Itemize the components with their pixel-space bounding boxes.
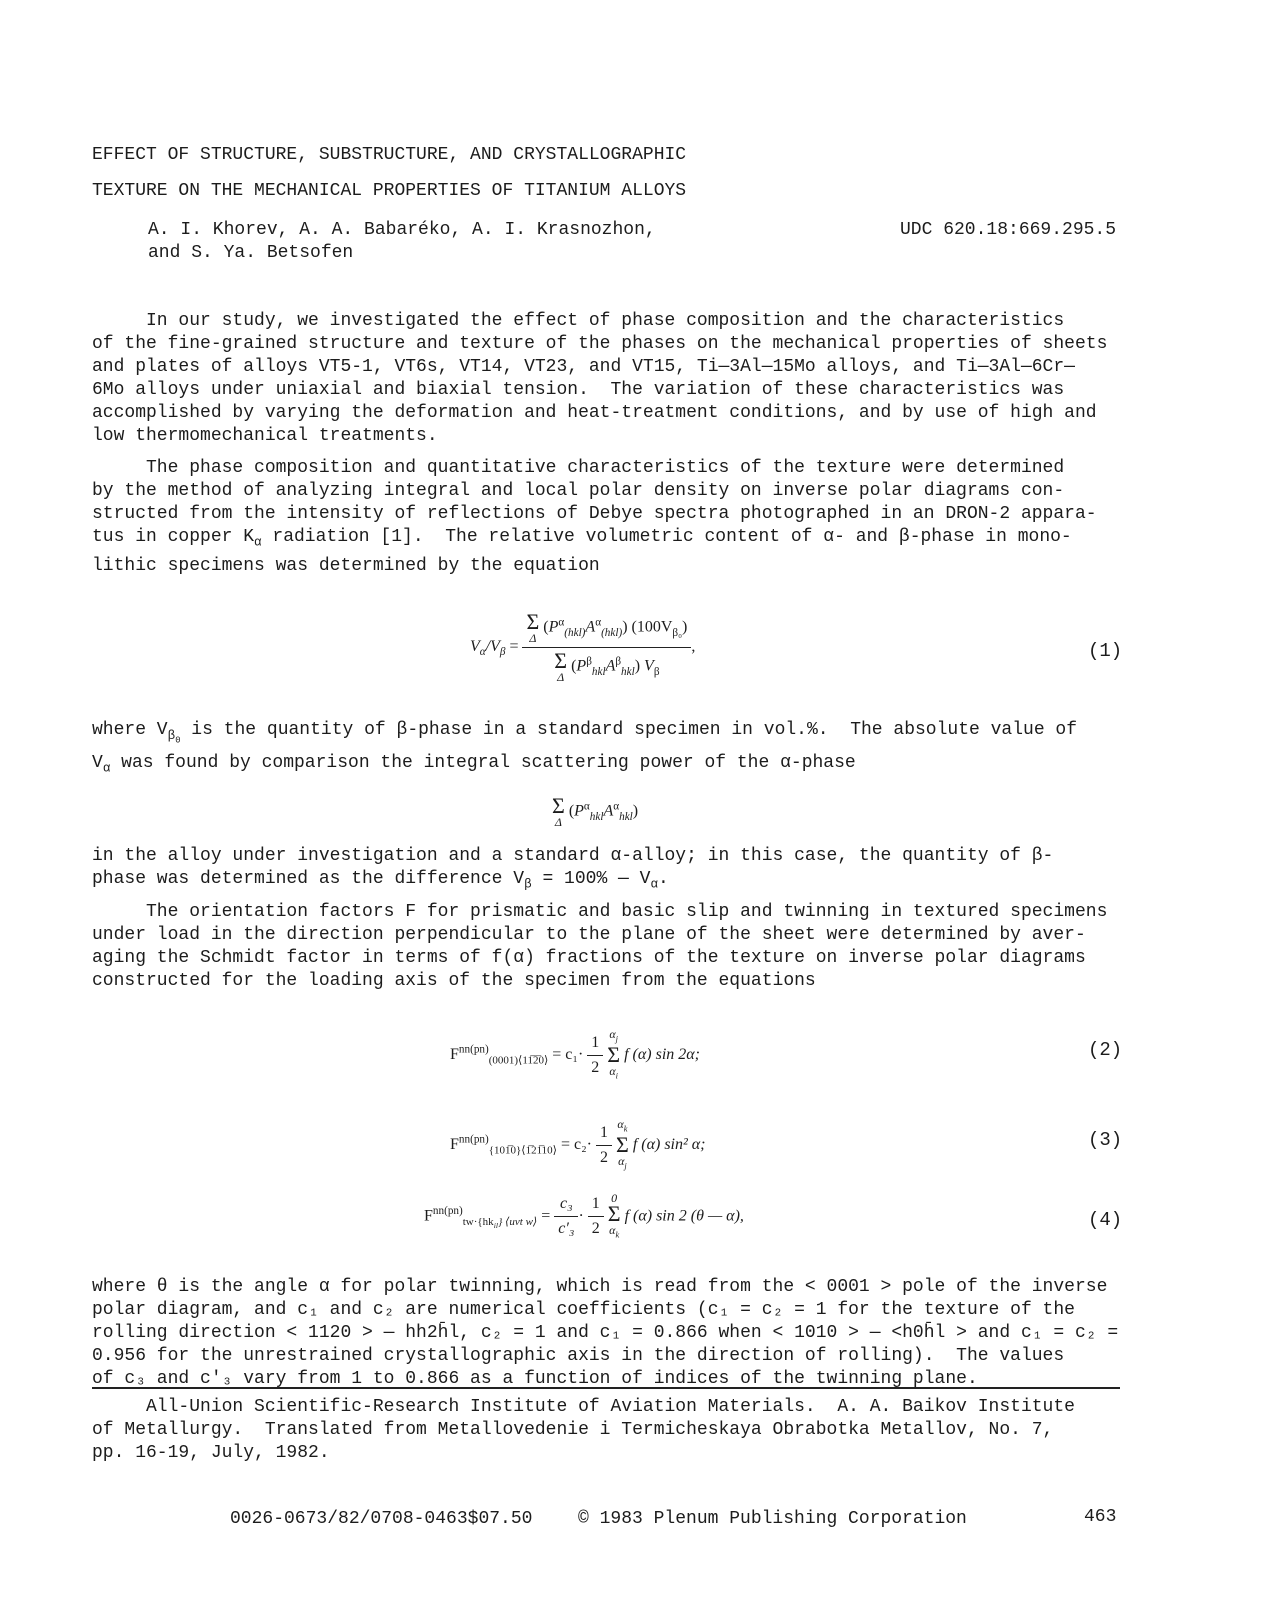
half-fraction: $\frac{1}{2}$ [596,1124,612,1167]
text-line: aging the Schmidt factor in terms of f(α) fractions of the texture on inverse polar diagrams [92,948,1086,968]
footnote-divider [92,1387,1120,1389]
paragraph-intro [92,310,1152,448]
page-number: 463 [1084,1507,1117,1527]
authors-line-2: and S. Ya. Betsofen [148,243,354,263]
text-segment: radiation [1]. The relative volumetric content of α- and β-phase in mono- [261,527,1072,547]
text-line: in the alloy under investigation and a standard α-alloy; in this case, the quantity of β- [92,846,1054,866]
text-line: of Metallurgy. Translated from Metallovedenie i Termicheskaya Obrabotka Metallov, No. 7, [92,1420,1054,1440]
text-line: where $V_{\beta_0}$ is the quantity of β-phase in a standard specimen in vol.%. The absolute value of [92,720,1078,746]
text-line: of the fine-grained structure and texture of the phases on the mechanical properties of sheets [92,334,1108,354]
equation-number-4: (4) [1088,1209,1123,1231]
coefficient-fraction: $\frac{\text{c₃}}{\text{c′₃}}$ [554,1195,578,1238]
text-line: rolling direction < 1120 > — hh2h̄l, c₂ = 1 and c₁ = 0.866 when < 1010 > — <h0h̄l > and c₁ = c₂ = [92,1323,1119,1343]
text-line: 6Mo alloys under uniaxial and biaxial tension. The variation of these characteristics was [92,380,1065,400]
text-line: polar diagram, and c₁ and c₂ are numerical coefficients (c₁ = c₂ = 1 for the texture of the [92,1300,1075,1320]
text-line: The phase composition and quantitative characteristics of the texture were determined [92,458,1065,478]
text-line: low thermomechanical treatments. [92,426,438,446]
text-line [92,526,1152,555]
equation-lhs: $V_\alpha/V_\beta$ [470,638,506,659]
summation-sign: $\alpha_k$ Σ $\alpha_j$ [616,1117,629,1171]
text-line: by the method of analyzing integral and local polar density on inverse polar diagrams con- [92,481,1065,501]
equation-number-3: (3) [1088,1129,1123,1151]
summation-sign: Σ Δ [526,609,540,645]
text-line: where θ is the angle α for polar twinning, which is read from the < 0001 > pole of the inverse [92,1277,1108,1297]
paragraph-method [92,457,1152,578]
text-segment: tus in copper K [92,527,255,547]
authors-line-1: A. I. Khorev, A. A. Babaréko, A. I. Krasnozhon, [148,220,656,240]
journal-code: 0026-0673/82/0708-0463$07.50 [230,1509,533,1529]
subscript: α [254,535,262,550]
summation-sign: 0 Σ $\alpha_k$ [607,1191,621,1240]
equation-1: $V_\alpha/V_\beta$ = Σ Δ $(P^\alpha_{(hkl)}A^\alpha_{(hkl)})$ $(100V_{\beta_0})$ Σ Δ $(P^\beta_{hkl}A^\beta_{hkl})$ $V_\beta$ , [470,609,696,684]
paragraph-twinning [92,1276,1152,1391]
text-line: All-Union Scientific-Research Institute of Aviation Materials. A. A. Baikov Institute [92,1397,1075,1417]
equation-4: $F^{nn(pn)}_{tw\cdot\{hk_{il}\} ⟨uvt w⟩}$ = $\frac{\text{c₃}}{\text{c′₃}}$ · $\frac{1}{2}$ 0 Σ $\alpha_k$ f (α) sin 2 (θ — α), [424,1191,744,1240]
fraction-numerator: Σ Δ $(P^\alpha_{(hkl)}A^\alpha_{(hkl)})$ $(100V_{\beta_0})$ [522,612,691,648]
equation-sum: Σ Δ $(P^\alpha_{hkl}A^\alpha_{hkl})$ [552,793,639,829]
equation-3: $F^{nn(pn)}_{\{101̅0\}⟨1̅21̅10⟩} = c_2\cdot$ $\frac{1}{2}$ $\alpha_k$ Σ $\alpha_j$ f (α) sin² α; [450,1117,706,1171]
text-line: 0.956 for the unrestrained crystallographic axis in the direction of rolling). The values [92,1346,1065,1366]
text-line: The orientation factors F for prismatic and basic slip and twinning in textured specimens [92,902,1108,922]
text-line: structed from the intensity of reflections of Debye spectra photographed in an DRON-2 appara- [92,504,1097,524]
text-line: under load in the direction perpendicular to the plane of the sheet were determined by aver- [92,925,1086,945]
equation-fraction [522,609,691,684]
title-line-2: TEXTURE ON THE MECHANICAL PROPERTIES OF TITANIUM ALLOYS [92,181,687,201]
half-fraction: $\frac{1}{2}$ [587,1034,603,1077]
text-line: of c₃ and c′₃ vary from 1 to 0.866 as a function of indices of the twinning plane. [92,1369,978,1389]
half-fraction: $\frac{1}{2}$ [588,1195,604,1238]
equation-2: $F^{nn(pn)}_{(0001)⟨11̅2̅0⟩} = c_1\cdot$ $\frac{1}{2}$ $\alpha_j$ Σ $\alpha_i$ f (α) sin 2α; [450,1027,700,1081]
copyright-notice: © 1983 Plenum Publishing Corporation [578,1509,967,1529]
title-line-1: EFFECT OF STRUCTURE, SUBSTRUCTURE, AND CRYSTALLOGRAPHIC [92,145,687,165]
paragraph-where [92,719,1152,781]
fraction-denominator: Σ Δ $(P^\beta_{hkl}A^\beta_{hkl})$ $V_\beta$ [554,648,660,684]
text-line: lithic specimens was determined by the equation [92,555,600,576]
author-list [148,219,656,265]
summation-sign: Σ Δ [554,648,568,684]
text-line: phase was determined as the difference $V_\beta = 100\%$ — $V_\alpha$. [92,869,669,892]
text-line: pp. 16-19, July, 1982. [92,1443,330,1463]
paragraph-difference [92,845,1152,897]
article-title [92,137,686,209]
summation-sign: $\alpha_j$ Σ $\alpha_i$ [607,1027,621,1081]
text-line: and plates of alloys VT5-1, VT6s, VT14, VT23, and VT15, Ti—3Al—15Mo alloys, and Ti—3Al—6Cr— [92,357,1075,377]
udc-code: UDC 620.18:669.295.5 [900,220,1117,240]
paragraph-orientation [92,901,1152,993]
text-line: constructed for the loading axis of the specimen from the equations [92,971,816,991]
text-line: In our study, we investigated the effect of phase composition and the characteristics [92,311,1065,331]
text-line: $V_\alpha$ was found by comparison the integral scattering power of the α-phase [92,753,856,776]
equation-number-1: (1) [1088,640,1123,662]
footnote [92,1396,1152,1465]
equation-number-2: (2) [1088,1039,1123,1061]
summation-sign: Σ Δ [552,793,565,829]
text-line: accomplished by varying the deformation and heat-treatment conditions, and by use of high and [92,403,1097,423]
